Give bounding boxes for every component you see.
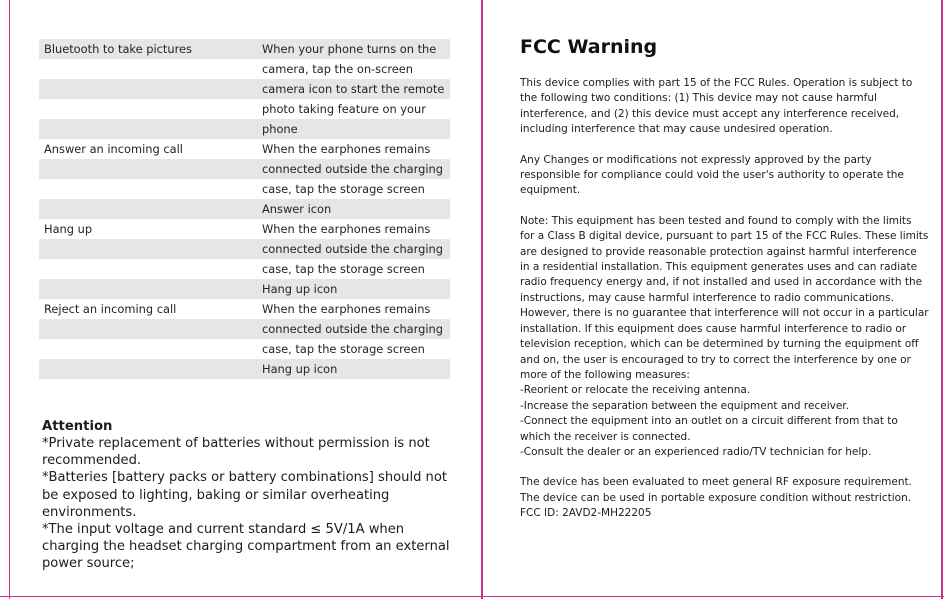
- function-cell: [39, 79, 257, 99]
- function-cell: [39, 199, 257, 219]
- description-cell: Hang up icon: [257, 279, 450, 299]
- function-cell: [39, 99, 257, 119]
- attention-section: [42, 418, 462, 573]
- function-cell: Hang up: [39, 219, 257, 239]
- fcc-paragraph: [520, 153, 922, 199]
- function-cell: [39, 239, 257, 259]
- fcc-body: [520, 76, 929, 537]
- description-cell: photo taking feature on your: [257, 99, 450, 119]
- fcc-line: and on, the user is encouraged to try to correct the interference by one or: [520, 353, 911, 366]
- fcc-line: in a residential installation. This equipment generates uses and can radiate: [520, 261, 918, 274]
- functions-table: [39, 39, 450, 399]
- fcc-title: FCC Warning: [520, 36, 658, 58]
- table-row: [39, 299, 450, 319]
- function-cell: Reject an incoming call: [39, 299, 257, 319]
- fcc-line: for a Class B digital device, pursuant to part 15 of the FCC Rules. These limits: [520, 230, 929, 243]
- fcc-line: instructions, may cause harmful interference to radio communications.: [520, 291, 894, 304]
- table-row: [39, 119, 450, 139]
- description-cell: case, tap the storage screen: [257, 259, 450, 279]
- attention-line: be exposed to lighting, baking or similar overheating: [42, 487, 390, 503]
- fcc-line: -Increase the separation between the equipment and receiver.: [520, 399, 849, 412]
- table-row: [39, 239, 450, 259]
- description-cell: When the earphones remains: [257, 299, 450, 319]
- description-cell: connected outside the charging: [257, 319, 450, 339]
- table-row: [39, 279, 450, 299]
- function-cell: [39, 119, 257, 139]
- fcc-line: interference, and (2) this device must accept any interference received,: [520, 107, 900, 120]
- attention-line: *The input voltage and current standard ≤ 5V/1A when: [42, 522, 405, 538]
- function-cell: [39, 319, 257, 339]
- table-row: [39, 339, 450, 359]
- function-cell: [39, 279, 257, 299]
- attention-line: charging the headset charging compartment from an external: [42, 539, 450, 555]
- attention-line: power source;: [42, 556, 135, 572]
- fcc-line: However, there is no guarantee that interference will not occur in a particular: [520, 307, 929, 320]
- attention-title: Attention: [42, 419, 113, 434]
- fcc-line: equipment.: [520, 184, 581, 197]
- description-cell: [257, 379, 450, 399]
- attention-line: environments.: [42, 504, 137, 520]
- attention-line: *Private replacement of batteries without permission is not: [42, 436, 430, 451]
- function-cell: [39, 339, 257, 359]
- fcc-line: -Connect the equipment into an outlet on a circuit different from that to: [520, 415, 898, 428]
- function-cell: [39, 59, 257, 79]
- description-cell: connected outside the charging: [257, 159, 450, 179]
- fcc-line: which the receiver is connected.: [520, 430, 691, 443]
- right-page: [483, 0, 944, 599]
- table-row: [39, 219, 450, 239]
- functions-table-body: [39, 39, 450, 399]
- function-cell: Answer an incoming call: [39, 139, 257, 159]
- table-row: [39, 79, 450, 99]
- description-cell: When your phone turns on the: [257, 39, 450, 59]
- description-cell: case, tap the storage screen: [257, 339, 450, 359]
- function-cell: [39, 159, 257, 179]
- fcc-line: FCC ID: 2AVD2-MH22205: [520, 507, 652, 520]
- table-row: [39, 99, 450, 119]
- table-row: [39, 379, 450, 399]
- description-cell: connected outside the charging: [257, 239, 450, 259]
- function-cell: [39, 379, 257, 399]
- description-cell: When the earphones remains: [257, 219, 450, 239]
- attention-line: recommended.: [42, 453, 142, 469]
- table-row: [39, 319, 450, 339]
- fcc-line: The device can be used in portable exposure condition without restriction.: [520, 491, 912, 504]
- table-row: [39, 199, 450, 219]
- table-row: [39, 179, 450, 199]
- description-cell: camera icon to start the remote: [257, 79, 450, 99]
- function-cell: Bluetooth to take pictures: [39, 39, 257, 59]
- table-row: [39, 359, 450, 379]
- table-row: [39, 159, 450, 179]
- table-row: [39, 39, 450, 59]
- fcc-line: more of the following measures:: [520, 368, 690, 381]
- table-row: [39, 59, 450, 79]
- fcc-paragraph: [520, 214, 929, 461]
- description-cell: case, tap the storage screen: [257, 179, 450, 199]
- description-cell: When the earphones remains: [257, 139, 450, 159]
- attention-line: *Batteries [battery packs or battery combinations] should not: [42, 470, 448, 486]
- description-cell: Hang up icon: [257, 359, 450, 379]
- fcc-line: are designed to provide reasonable protection against harmful interference: [520, 245, 917, 258]
- description-cell: phone: [257, 119, 450, 139]
- function-cell: [39, 359, 257, 379]
- function-cell: [39, 179, 257, 199]
- fcc-line: Note: This equipment has been tested and found to comply with the limits: [520, 214, 912, 227]
- fcc-line: including interference that may cause undesired operation.: [520, 123, 833, 136]
- fcc-line: The device has been evaluated to meet general RF exposure requirement.: [520, 476, 912, 489]
- fcc-line: the following two conditions: (1) This device may not cause harmful: [520, 92, 877, 105]
- attention-body: [42, 435, 462, 573]
- fcc-line: Any Changes or modifications not expressly approved by the party: [520, 153, 872, 166]
- fcc-line: television reception, which can be determined by turning the equipment off: [520, 338, 919, 351]
- fcc-paragraph: [520, 76, 922, 138]
- fcc-line: installation. If this equipment does cause harmful interference to radio or: [520, 322, 907, 335]
- fcc-line: -Reorient or relocate the receiving antenna.: [520, 384, 751, 397]
- table-row: [39, 259, 450, 279]
- fcc-line: radio frequency energy and, if not installed and used in accordance with the: [520, 276, 923, 289]
- fcc-paragraph: [520, 475, 922, 521]
- description-cell: Answer icon: [257, 199, 450, 219]
- fcc-line: responsible for compliance could void the user's authority to operate the: [520, 169, 904, 182]
- fcc-line: This device complies with part 15 of the FCC Rules. Operation is subject to: [520, 77, 913, 89]
- fcc-line: -Consult the dealer or an experienced radio/TV technician for help.: [520, 445, 872, 458]
- function-cell: [39, 259, 257, 279]
- table-row: [39, 139, 450, 159]
- description-cell: camera, tap the on-screen: [257, 59, 450, 79]
